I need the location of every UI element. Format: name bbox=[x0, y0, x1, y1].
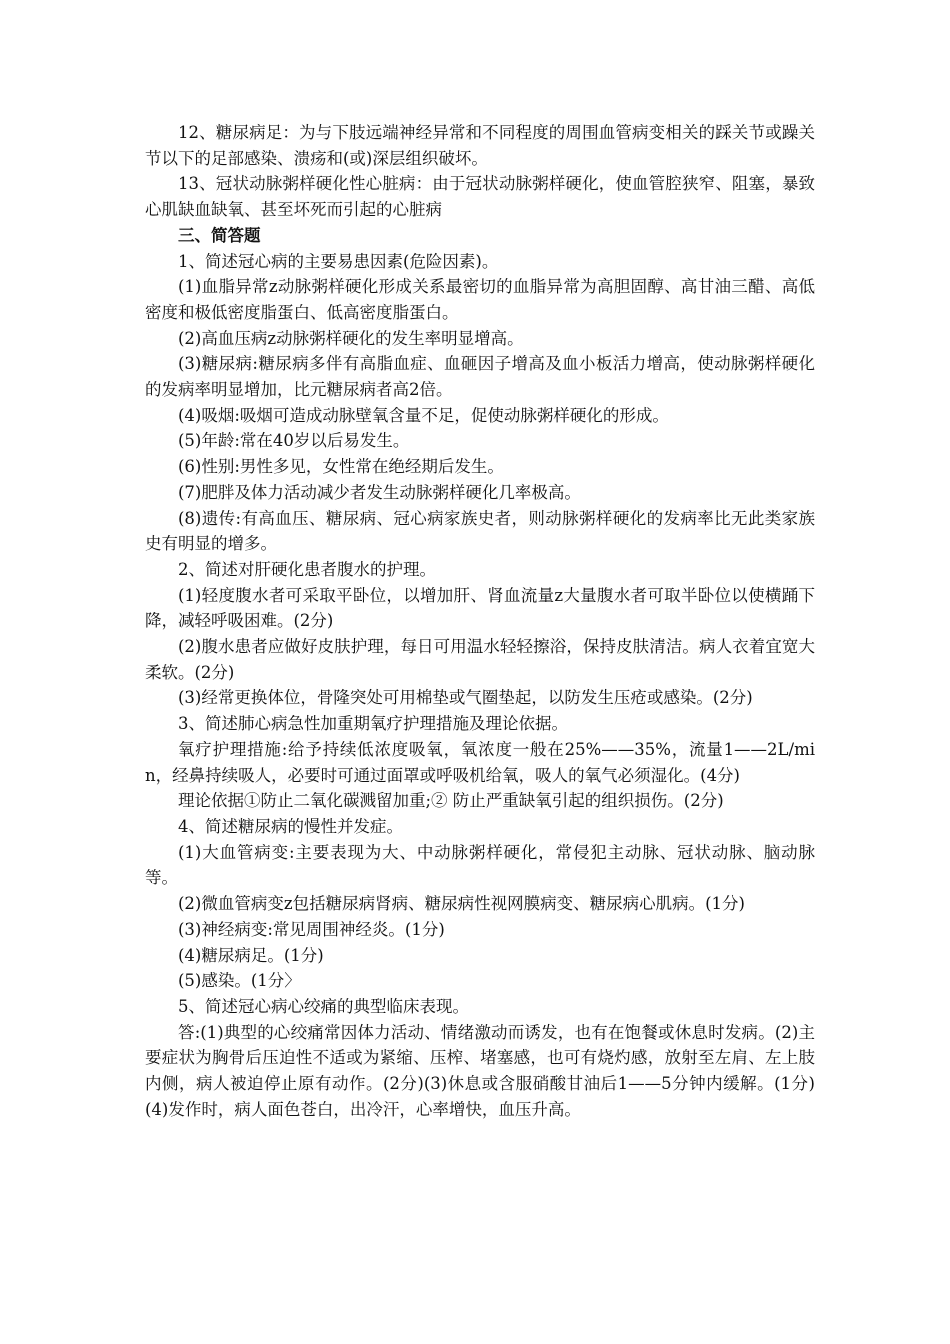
question-2: 2、简述对肝硬化患者腹水的护理。 bbox=[178, 559, 436, 579]
answer-1-item-6: (6)性别:男性多见，女性常在绝经期后发生。 bbox=[178, 457, 504, 477]
answer-2-item-1: (1)轻度腹水者可采取平卧位，以增加肝、肾血流量z大量腹水者可取半卧位以使横踊下降，减轻呼吸困难。(2分) bbox=[145, 585, 815, 631]
answer-1-item-7: (7)肥胖及体力活动减少者发生动脉粥样硬化几率极高。 bbox=[178, 482, 581, 502]
answer-2-item-2: (2)腹水患者应做好皮肤护理，每日可用温水轻轻擦浴，保持皮肤清洁。病人衣着宜宽大柔软。(2分) bbox=[145, 637, 815, 682]
answer-4-item-2: (2)微血管病变z包括糖尿病肾病、糖尿病性视网膜病变、糖尿病心肌病。(1分) bbox=[178, 894, 745, 914]
definition-coronary-heart-disease: 13、冠状动脉粥样硬化性心脏病：由于冠状动脉粥样硬化，使血管腔狭窄、阻塞，暴致心肌缺血缺氧、甚至坏死而引起的心脏病 bbox=[145, 174, 815, 220]
answer-3-rationale: 理论依据①防止二氧化碳溅留加重;② 防止严重缺氧引起的组织损伤。(2分) bbox=[178, 791, 724, 811]
answer-1-item-2: (2)高血压病z动脉粥样硬化的发生率明显增高。 bbox=[178, 328, 524, 348]
answer-1-item-4: (4)吸烟:吸烟可造成动脉壁氧含量不足，促使动脉粥样硬化的形成。 bbox=[178, 405, 669, 425]
answer-1-item-5: (5)年龄:常在40岁以后易发生。 bbox=[178, 431, 410, 451]
definition-diabetic-foot: 12、糖尿病足：为与下肢远端神经异常和不同程度的周围血管病变相关的踩关节或躁关节以下的足部感染、溃疡和(或)深层组织破坏。 bbox=[145, 123, 815, 168]
answer-3-measures: 氧疗护理措施:给予持续低浓度吸氧，氧浓度一般在25%——35%，流量1——2L/min，经鼻持续吸人，必要时可通过面罩或呼吸机给氧，吸人的氧气必须湿化。(4分) bbox=[145, 739, 815, 785]
answer-4-item-4: (4)糖尿病足。(1分) bbox=[178, 945, 324, 965]
section-heading-short-answer: 三、简答题 bbox=[178, 225, 261, 245]
answer-1-item-1: (1)血脂异常z动脉粥样硬化形成关系最密切的血脂异常为高胆固醇、高甘油三醋、高低密度和极低密度脂蛋白、低高密度脂蛋白。 bbox=[145, 277, 815, 322]
answer-4-item-1: (1)大血管病变:主要表现为大、中动脉粥样硬化，常侵犯主动脉、冠状动脉、脑动脉等。 bbox=[145, 842, 815, 888]
question-3: 3、简述肺心病急性加重期氧疗护理措施及理论依据。 bbox=[178, 714, 568, 734]
answer-4-item-3: (3)神经病变:常见周围神经炎。(1分) bbox=[178, 919, 445, 939]
document-body bbox=[145, 120, 815, 1122]
answer-1-item-3: (3)糖尿病:糖尿病多伴有高脂血症、血砸因子增高及血小板活力增高，使动脉粥样硬化的发病率明显增加，比元糖尿病者高2倍。 bbox=[145, 354, 815, 400]
answer-5: 答:(1)典型的心绞痛常因体力活动、情绪激动而诱发，也有在饱餐或休息时发病。(2)主要症状为胸骨后压迫性不适或为紧缩、压榨、堵塞感，也可有烧灼感，放射至左肩、左上肢内侧，病人被迫停止原有动作。(2分)(3)休息或含服硝酸甘油后1——5分钟内缓解。(1分)(4)发作时，病人面色苍白，出冷汗，心率增快，血压升高。 bbox=[145, 1022, 815, 1119]
question-1: 1、简述冠心病的主要易患因素(危险因素)。 bbox=[178, 251, 499, 271]
question-4: 4、简述糖尿病的慢性并发症。 bbox=[178, 816, 403, 836]
answer-1-item-8: (8)遗传:有高血压、糖尿病、冠心病家族史者，则动脉粥样硬化的发病率比无此类家族史有明显的增多。 bbox=[145, 508, 815, 554]
question-5: 5、简述冠心病心绞痛的典型临床表现。 bbox=[178, 996, 469, 1016]
answer-2-item-3: (3)经常更换体位，骨隆突处可用棉垫或气圈垫起，以防发生压疮或感染。(2分) bbox=[178, 688, 753, 708]
answer-4-item-5: (5)感染。(1分〉 bbox=[178, 971, 301, 991]
